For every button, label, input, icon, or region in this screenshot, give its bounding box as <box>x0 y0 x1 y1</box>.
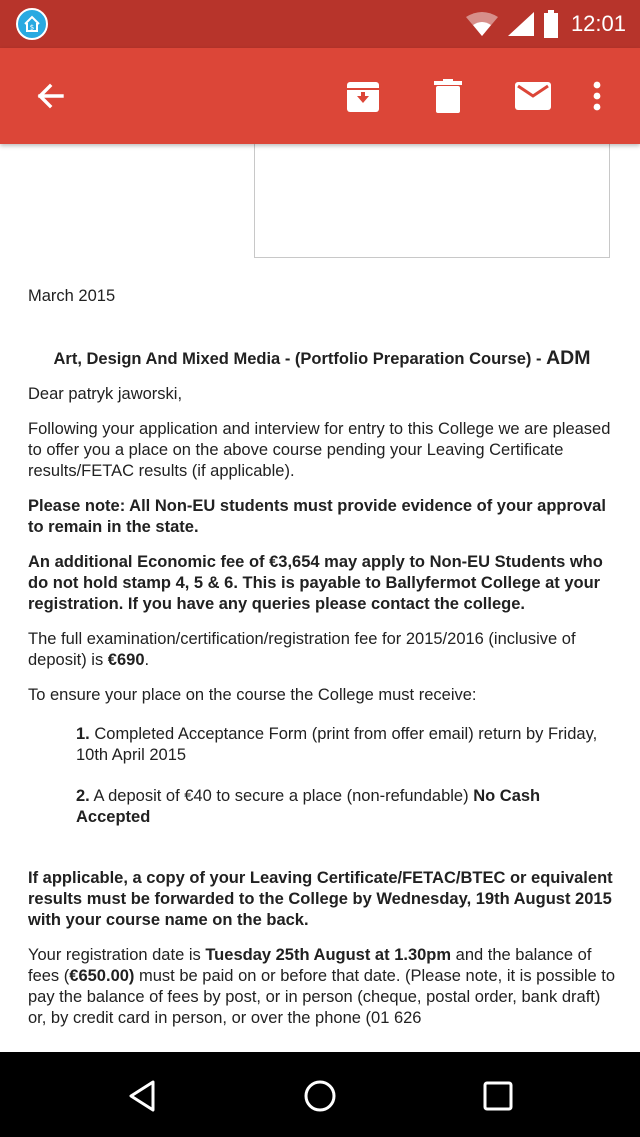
nav-recents-button[interactable] <box>474 1072 522 1120</box>
back-triangle-icon <box>126 1079 158 1113</box>
back-button[interactable] <box>26 72 74 120</box>
economic-fee-note: An additional Economic fee of €3,654 may apply to Non-EU Students who do not hold stamp 4, 5 & 6. This is payable to Ballyfermot College at your registration. If you have any queries please contact the college. <box>28 553 603 613</box>
delete-button[interactable] <box>424 72 472 120</box>
navigation-bar <box>0 1052 640 1137</box>
non-eu-note: Please note: All Non-EU students must provide evidence of your approval to remain in the state. <box>28 497 606 536</box>
ensure-paragraph: To ensure your place on the course the College must receive: <box>28 686 477 704</box>
mark-unread-button[interactable] <box>509 72 557 120</box>
fee-paragraph: The full examination/certification/registration fee for 2015/2016 (inclusive of deposit) is €690. <box>28 630 576 669</box>
letter-date: March 2015 <box>28 287 116 305</box>
svg-text:$: $ <box>29 23 35 32</box>
archive-icon <box>346 79 380 113</box>
header-image-frame <box>254 144 610 258</box>
archive-button[interactable] <box>339 72 387 120</box>
fee-amount: €690 <box>107 651 145 669</box>
home-assistant-icon <box>16 8 48 40</box>
greeting: Dear patryk jaworski, <box>28 385 183 403</box>
back-arrow-icon <box>34 80 66 112</box>
nav-home-button[interactable] <box>296 1072 344 1120</box>
nav-back-button[interactable] <box>118 1072 166 1120</box>
cell-signal-icon <box>507 11 535 37</box>
overflow-menu-icon <box>592 81 602 111</box>
certificate-note: If applicable, a copy of your Leaving Certificate/FETAC/BTEC or equivalent results must be forwarded to the College by Wednesday, 19th August 2015 with your course name on the back. <box>28 869 613 929</box>
wifi-icon <box>465 11 499 37</box>
registration-paragraph: Your registration date is Tuesday 25th August at 1.30pm and the balance of fees (€650.00) must be paid on or before that date. (Please note, it is possible to pay the balance of fees by post, or in person (cheque, postal order, bank draft) or, by credit card in person, or over the phone (01 626 <box>28 946 616 1027</box>
list-item: 1. Completed Acceptance Form (print from offer email) return by Friday, 10th April 2015 <box>76 725 598 764</box>
mark-unread-icon <box>515 82 551 110</box>
list-item: 2. A deposit of €40 to secure a place (non-refundable) No Cash Accepted <box>76 787 541 826</box>
course-code: ADM <box>546 347 591 369</box>
recents-square-icon <box>483 1081 513 1111</box>
course-title: Art, Design And Mixed Media - (Portfolio Preparation Course) - ADM <box>53 347 591 369</box>
offer-paragraph: Following your application and interview for entry to this College we are pleased to offer you a place on the above course pending your Leaving Certificate results/FETAC results (if applicable). <box>28 420 611 480</box>
home-circle-icon <box>303 1079 337 1113</box>
clock: 12:01 <box>570 11 626 36</box>
battery-icon <box>543 10 559 38</box>
status-bar <box>0 0 640 48</box>
overflow-menu-button[interactable] <box>573 72 621 120</box>
app-bar <box>0 48 640 144</box>
email-body[interactable] <box>0 144 640 1052</box>
delete-icon <box>434 79 462 113</box>
